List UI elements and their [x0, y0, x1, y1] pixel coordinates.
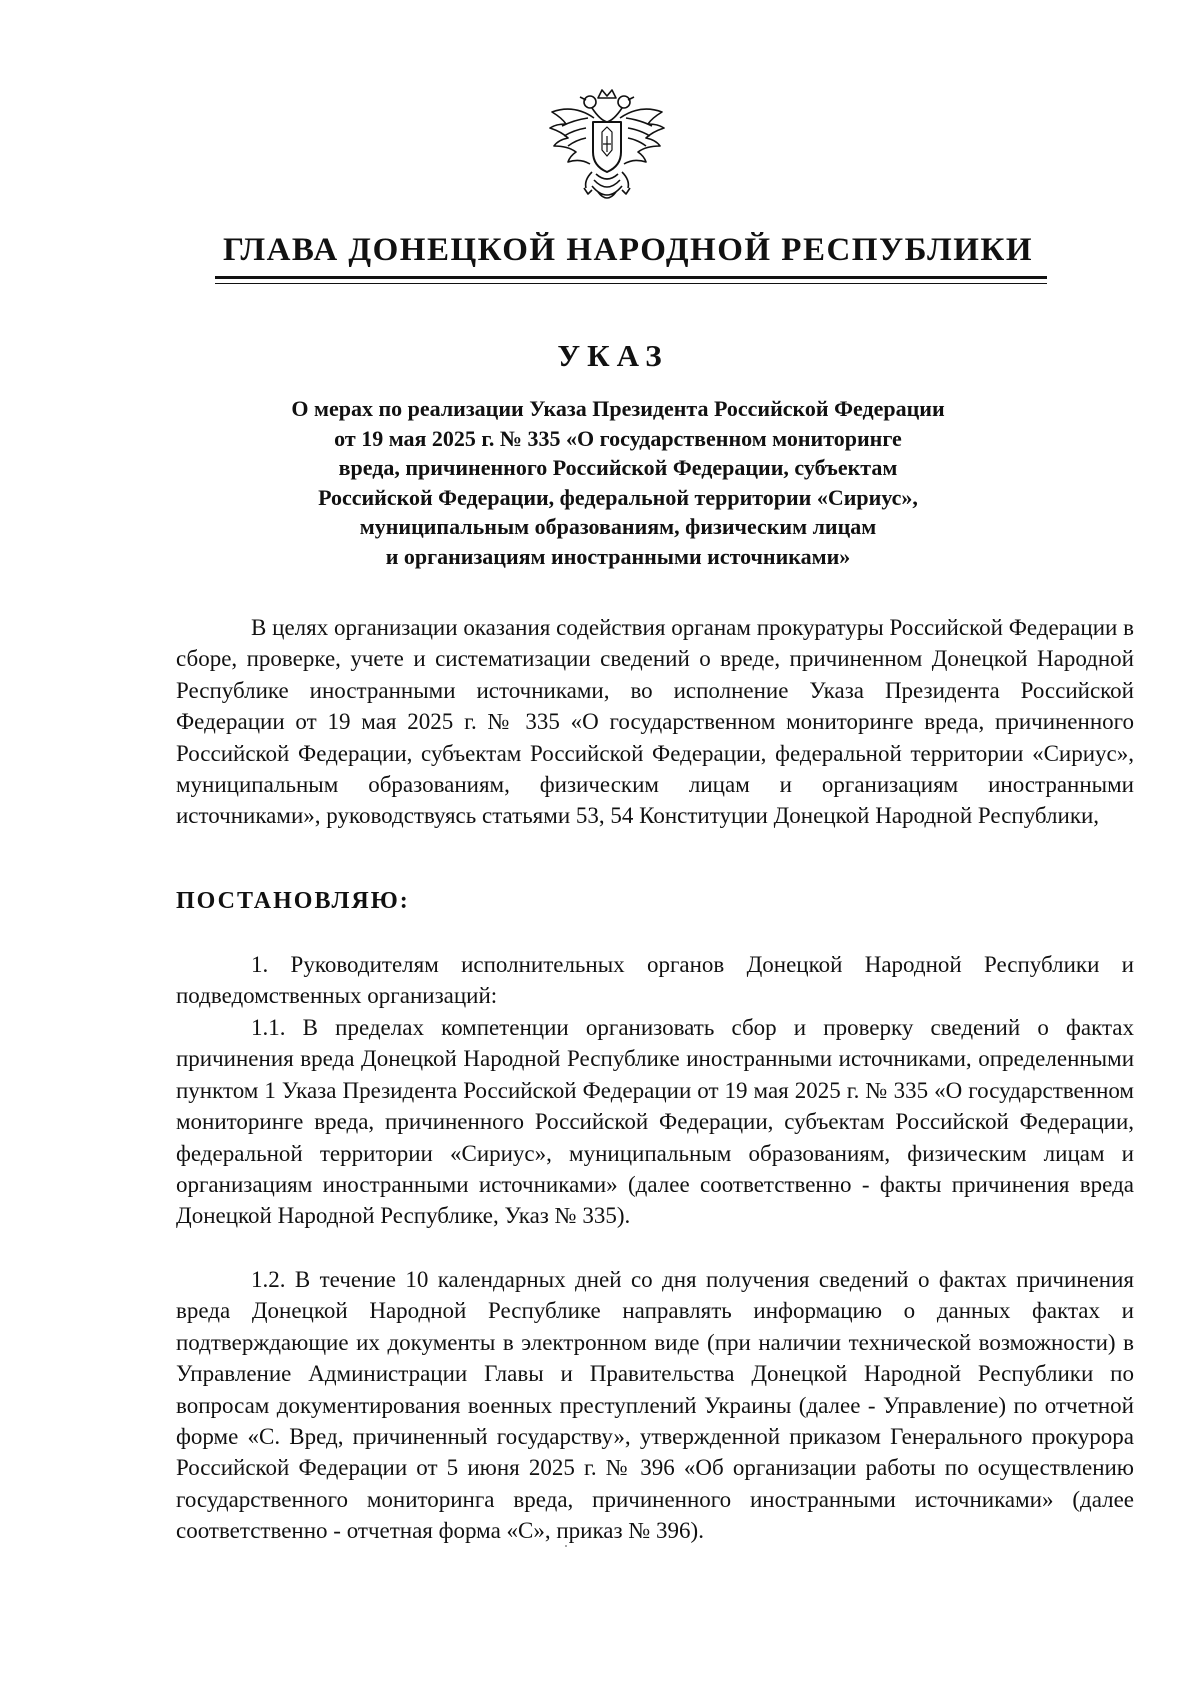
title-line: и организациям иностранными источниками»: [385, 543, 851, 569]
clause-1-2: 1.2. В течение 10 календарных дней со дня получения сведений о фактах причинения вреда Донецкой Народной Республике направлять информацию о данных фактах и подтверждающие их документы в электронном виде (при наличии технической возможности) в Управление Администрации Главы и Правительства Донецкой Народной Республики по вопросам документирования военных преступлений Украины (далее - Управление) по отчетной форме «С. Вред, причиненный государству», утвержденной приказом Генерального прокурора Российской Федерации от 5 июня 2025 г. № 396 «Об организации работы по осуществлению государственного мониторинга вреда, причиненного иностранными источниками» (далее соответственно - отчетная форма «С», приказ № 396).: [176, 1267, 1134, 1544]
resolve-heading: ПОСТАНОВЛЯЮ:: [176, 888, 410, 914]
coat-of-arms-icon: [546, 88, 668, 216]
title-line: от 19 мая 2025 г. № 335 «О государственном мониторинге: [334, 425, 902, 451]
title-line: вреда, причиненного Российской Федерации, субъектам: [338, 455, 898, 481]
header-rule-thick: [215, 276, 1047, 279]
clause-1-1: 1.1. В пределах компетенции организовать сбор и проверку сведений о фактах причинения вреда Донецкой Народной Республике иностранными источниками, определенными пунктом 1 Указа Президента Российской Федерации от 19 мая 2025 г. № 335 «О государственном мониторинге вреда, причиненного Российской Федерации, субъектам Российской Федерации, федеральной территории «Сириус», муниципальным образованиям, физическим лицам и организациям иностранными источниками» (далее соответственно - факты причинения вреда Донецкой Народной Республике, Указ № 335).: [176, 1015, 1134, 1229]
title-line: Российской Федерации, федеральной территории «Сириус»,: [318, 484, 918, 510]
document-title: [200, 394, 1036, 572]
title-line: О мерах по реализации Указа Президента Российской Федерации: [291, 396, 945, 421]
scan-dot: [565, 1545, 567, 1547]
preamble-paragraph: В целях организации оказания содействия органам прокуратуры Российской Федерации в сборе, проверке, учете и систематизации сведений о вреде, причиненном Донецкой Народной Республике иностранными источниками, во исполнение Указа Президента Российской Федерации от 19 мая 2025 г. № 335 «О государственном мониторинге вреда, причиненного Российской Федерации, субъектам Российской Федерации, федеральной территории «Сириус», муниципальным образованиям, физическим лицам и организациям иностранными источниками», руководствуясь статьями 53, 54 Конституции Донецкой Народной Республики,: [176, 615, 1134, 829]
clause-1: 1. Руководителям исполнительных органов Донецкой Народной Республики и подведомственных организаций:: [176, 952, 1134, 1009]
header-rule-thin: [215, 283, 1047, 284]
document-type: УКАЗ: [557, 338, 669, 373]
title-line: муниципальным образованиям, физическим лицам: [359, 514, 877, 540]
issuing-authority-heading: ГЛАВА ДОНЕЦКОЙ НАРОДНОЙ РЕСПУБЛИКИ: [222, 232, 1034, 268]
